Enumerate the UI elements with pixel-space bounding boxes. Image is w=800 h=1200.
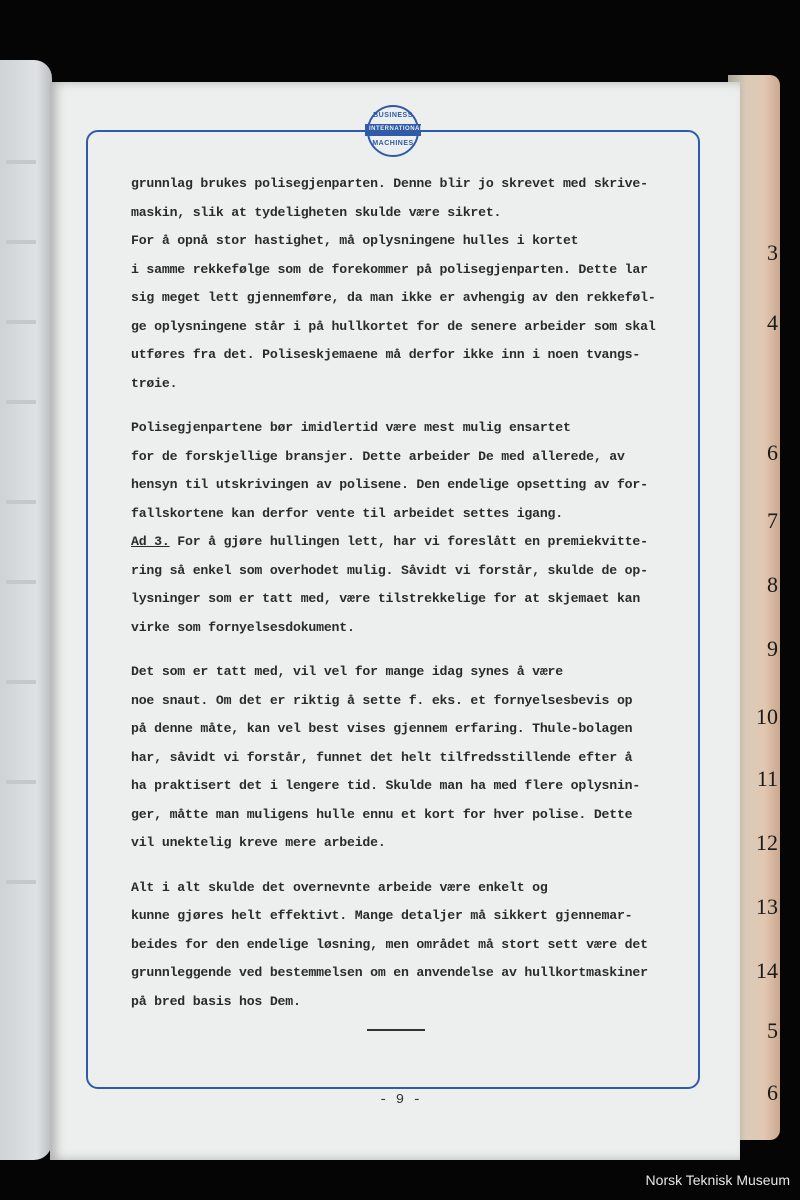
bleed-text — [6, 320, 36, 324]
text-line: har, såvidt vi forstår, funnet det helt tilfredsstillende efter å — [131, 749, 633, 765]
tab-number[interactable]: 11 — [756, 766, 778, 791]
tab-number[interactable]: 5 — [767, 1018, 778, 1043]
tab-number[interactable]: 13 — [756, 894, 778, 919]
bleed-text — [6, 880, 36, 884]
museum-credit: Norsk Teknisk Museum — [645, 1172, 790, 1188]
text-line: beides for den endelige løsning, men området må stort sett være det — [131, 936, 648, 952]
text-line: Det som er tatt med, vil vel for mange idag synes å være — [131, 664, 563, 679]
text-line: grunnlag brukes polisegjenparten. Denne blir jo skrevet med skrive- — [131, 176, 648, 191]
bleed-text — [6, 500, 36, 504]
text-line: lysninger som er tatt med, være tilstrekkelige for at skjemaet kan — [131, 591, 641, 606]
logo-bottom-text: MACHINES — [372, 140, 414, 147]
bleed-text — [6, 580, 36, 584]
tab-number[interactable]: 6 — [767, 440, 778, 465]
text-line: Alt i alt skulde det overnevnte arbeide være enkelt og — [131, 879, 548, 895]
text-line: for de forskjellige bransjer. Dette arbeider De med allerede, av — [131, 448, 625, 464]
tab-number[interactable]: 12 — [756, 830, 778, 855]
facing-page-edge — [0, 60, 52, 1160]
text-line: utføres fra det. Poliseskjemaene må derfor ikke inn i noen tvangs- — [131, 347, 641, 362]
tab-number[interactable]: 7 — [767, 508, 778, 533]
text-line: noe snaut. Om det er riktig å sette f. eks. et fornyelsesbevis op — [131, 692, 633, 708]
tab-number[interactable]: 3 — [767, 240, 778, 265]
document-body — [131, 170, 656, 1016]
tab-number[interactable]: 9 — [767, 636, 778, 661]
text-line: ger, måtte man muligens hulle ennu et kort for hver polise. Dette — [131, 806, 633, 822]
text-line: Polisegjenpartene bør imidlertid være mest mulig ensartet — [131, 420, 571, 435]
text-line: trøie. — [131, 375, 178, 391]
text-line: på denne måte, kan vel best vises gjennem erfaring. Thule-bolagen — [131, 721, 633, 736]
bleed-text — [6, 160, 36, 164]
text-line: ge oplysningene står i på hullkortet for de senere arbeider som skal — [131, 318, 656, 334]
text-line: For å opnå stor hastighet, må oplysningene hulles i kortet — [131, 233, 579, 248]
bleed-text — [6, 680, 36, 684]
text-line: hensyn til utskrivingen av polisene. Den endelige opsetting av for- — [131, 477, 648, 492]
closing-rule — [367, 1029, 425, 1031]
text-line: ring så enkel som overhodet mulig. Såvidt vi forstår, skulde de op- — [131, 562, 648, 578]
text-line: virke som fornyelsesdokument. — [131, 619, 355, 635]
bleed-text — [6, 780, 36, 784]
bleed-text — [6, 400, 36, 404]
text-line: vil unektelig kreve mere arbeide. — [131, 835, 386, 850]
logo-top-text: BUSINESS — [373, 112, 413, 119]
page-number: - 9 - — [378, 1092, 421, 1108]
text-line: ha praktisert det i lengere tid. Skulde man ha med flere oplysnin- — [131, 778, 641, 793]
text-line-remainder: For å gjøre hullingen lett, har vi foreslått en premiekvitte- — [177, 534, 648, 549]
logo-middle-text: INTERNATIONAL — [369, 126, 425, 132]
text-line: på bred basis hos Dem. — [131, 993, 301, 1009]
text-line — [131, 528, 656, 557]
bleed-text — [6, 240, 36, 244]
tab-number[interactable]: 14 — [756, 958, 778, 983]
tab-number[interactable]: 8 — [767, 572, 778, 597]
text-line: i samme rekkefølge som de forekommer på polisegjenparten. Dette lar — [131, 261, 648, 277]
text-line: kunne gjøres helt effektivt. Mange detaljer må sikkert gjennemar- — [131, 908, 633, 923]
ad-label: Ad 3. — [131, 534, 170, 549]
tab-number[interactable]: 10 — [756, 704, 778, 729]
company-logo — [367, 105, 425, 157]
text-line: fallskortene kan derfor vente til arbeidet settes igang. — [131, 505, 563, 521]
text-line: sig meget lett gjennemføre, da man ikke er avhengig av den rekkeføl- — [131, 290, 656, 305]
tab-number[interactable]: 6 — [767, 1080, 778, 1105]
text-line: maskin, slik at tydeligheten skulde være sikret. — [131, 204, 502, 220]
tab-number[interactable]: 4 — [767, 310, 778, 335]
text-line: grunnleggende ved bestemmelsen om en anvendelse av hullkortmaskiner — [131, 965, 648, 980]
